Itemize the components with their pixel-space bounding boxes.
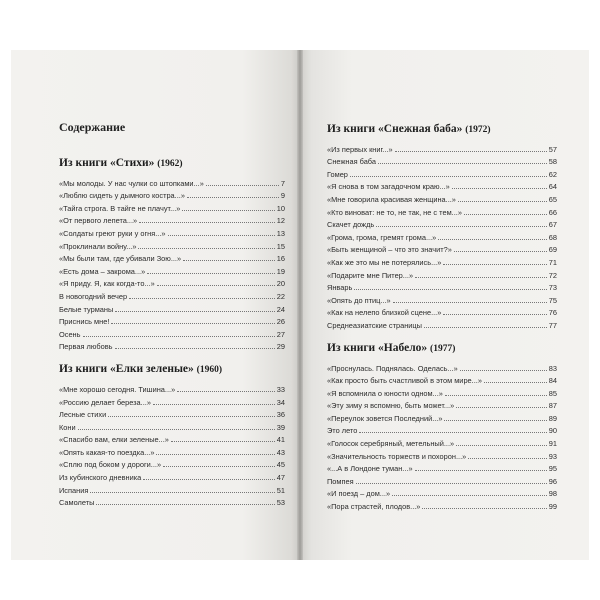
toc-section — [327, 342, 557, 511]
entry-title: «Быть женщиной – что это значит?» — [327, 245, 452, 255]
toc-entry — [327, 423, 557, 436]
entry-title: «Эту зиму я вспомню, быть может...» — [327, 401, 455, 411]
dot-leader — [115, 347, 275, 349]
dot-leader — [115, 310, 274, 312]
section-year: (1962) — [157, 159, 183, 169]
entry-title: «Тайга строга. В тайге не плачут...» — [59, 203, 181, 213]
entry-title: Гомер — [327, 169, 348, 179]
toc-entry — [59, 457, 285, 470]
dot-leader — [90, 491, 274, 493]
dot-leader — [78, 428, 275, 430]
dot-leader — [108, 415, 275, 417]
toc-entry — [59, 381, 285, 394]
right-sections — [327, 123, 557, 511]
entry-page-number: 90 — [548, 426, 557, 436]
entry-page-number: 96 — [548, 476, 557, 486]
entry-title: «...А в Лондоне туман...» — [327, 464, 413, 474]
toc-entry — [59, 225, 285, 238]
entry-title: Это лето — [327, 426, 358, 436]
dot-leader — [415, 276, 547, 278]
entry-page-number: 33 — [276, 384, 285, 394]
toc-section — [327, 123, 557, 330]
entry-title: «Мне говорила красивая женщина...» — [327, 194, 456, 204]
right-page — [300, 50, 589, 560]
dot-leader — [83, 335, 275, 337]
dot-leader — [111, 322, 274, 324]
entry-title: «Я снова в том загадочном краю...» — [327, 182, 450, 192]
toc-entry — [327, 473, 557, 486]
toc-entry — [59, 263, 285, 276]
entry-page-number: 20 — [276, 279, 285, 289]
section-heading — [59, 363, 285, 375]
dot-leader — [444, 419, 546, 421]
dot-leader — [354, 288, 546, 290]
entry-page-number: 67 — [548, 220, 557, 230]
entry-title: Из кубинского дневника — [59, 473, 142, 483]
dot-leader — [157, 284, 275, 286]
entry-page-number: 47 — [276, 473, 285, 483]
dot-leader — [139, 221, 275, 223]
entry-page-number: 34 — [276, 397, 285, 407]
toc-entry — [327, 398, 557, 411]
entry-page-number: 84 — [548, 376, 557, 386]
section-title: Из книги «Елки зеленые» — [59, 363, 194, 376]
entry-page-number: 58 — [548, 157, 557, 167]
entry-page-number: 26 — [276, 317, 285, 327]
toc-entry — [59, 407, 285, 420]
toc-entry — [327, 204, 557, 217]
dot-leader — [183, 259, 275, 261]
dot-leader — [359, 431, 546, 433]
entry-page-number: 76 — [548, 308, 557, 318]
dot-leader — [460, 369, 547, 371]
toc-entry — [59, 394, 285, 407]
toc-entry — [59, 188, 285, 201]
toc-entry — [59, 469, 285, 482]
entry-title: «Переулок зовется Последний...» — [327, 413, 443, 423]
dot-leader — [147, 272, 275, 274]
entry-page-number: 71 — [548, 257, 557, 267]
entry-title: «Опять какая-то поездка...» — [59, 447, 155, 457]
entry-title: Январь — [327, 283, 353, 293]
dot-leader — [356, 482, 547, 484]
entry-title: «Люблю сидеть у дымного костра...» — [59, 191, 185, 201]
entry-title: «Опять до птиц...» — [327, 295, 391, 305]
entry-title: Самолеты — [59, 498, 95, 508]
dot-leader — [443, 313, 546, 315]
toc-entry — [327, 360, 557, 373]
entry-page-number: 77 — [548, 320, 557, 330]
dot-leader — [395, 150, 547, 152]
entry-page-number: 65 — [548, 194, 557, 204]
entry-title: «Мне хорошо сегодня. Тишина...» — [59, 384, 176, 394]
dot-leader — [392, 494, 547, 496]
entry-page-number: 83 — [548, 363, 557, 373]
book-gutter — [297, 50, 303, 560]
entry-title: «Кто виноват: не то, не так, не с тем...» — [327, 207, 462, 217]
toc-entry — [59, 326, 285, 339]
toc-section — [59, 363, 285, 507]
dot-leader — [171, 440, 275, 442]
section-title: Из книги «Стихи» — [59, 157, 155, 169]
entry-title: Помпея — [327, 476, 354, 486]
dot-leader — [163, 465, 275, 467]
entry-title: «Голосок серебряный, метельный...» — [327, 439, 455, 449]
dot-leader — [376, 225, 546, 227]
entry-page-number: 91 — [548, 439, 557, 449]
section-heading — [59, 157, 285, 169]
entry-page-number: 72 — [548, 270, 557, 280]
toc-entry — [327, 154, 557, 167]
entry-page-number: 45 — [276, 460, 285, 470]
toc-entry — [59, 301, 285, 314]
dot-leader — [438, 238, 547, 240]
entry-page-number: 41 — [276, 435, 285, 445]
entry-page-number: 57 — [548, 144, 557, 154]
section-title: Из книги «Снежная баба» — [327, 123, 463, 135]
dot-leader — [138, 247, 274, 249]
toc-entry — [327, 448, 557, 461]
toc-entry — [327, 254, 557, 267]
toc-entry — [327, 229, 557, 242]
entry-title: «Спасибо вам, елки зеленые...» — [59, 435, 169, 445]
dot-leader — [206, 184, 279, 186]
entry-page-number: 7 — [280, 178, 285, 188]
entry-page-number: 27 — [276, 329, 285, 339]
dot-leader — [484, 381, 547, 383]
dot-leader — [422, 507, 546, 509]
toc-entry — [59, 419, 285, 432]
toc-entry — [327, 461, 557, 474]
dot-leader — [378, 162, 547, 164]
toc-entry — [59, 213, 285, 226]
entry-title: «От первого лепета...» — [59, 216, 138, 226]
section-year: (1977) — [430, 343, 456, 354]
entry-title: Приснись мне! — [59, 317, 110, 327]
toc-entry — [59, 251, 285, 264]
section-title: Из книги «Набело» — [327, 341, 428, 354]
entry-page-number: 36 — [276, 410, 285, 420]
dot-leader — [168, 234, 275, 236]
entry-page-number: 9 — [280, 191, 285, 201]
toc-title: Содержание — [59, 120, 126, 134]
toc-entry — [327, 305, 557, 318]
toc-entry — [327, 191, 557, 204]
toc-entry — [59, 276, 285, 289]
entry-title: Белые турманы — [59, 304, 114, 314]
toc-entry — [327, 292, 557, 305]
entry-title: Скачет дождь — [327, 220, 375, 230]
toc-entry — [59, 175, 285, 188]
entry-page-number: 68 — [548, 232, 557, 242]
dot-leader — [156, 453, 274, 455]
toc-entry — [327, 217, 557, 230]
entry-page-number: 51 — [276, 485, 285, 495]
entry-page-number: 16 — [276, 254, 285, 264]
toc-entry — [327, 317, 557, 330]
entry-title: «Проклинали войну...» — [59, 241, 137, 251]
entry-title: Среднеазиатские страницы — [327, 320, 422, 330]
toc-entry — [327, 179, 557, 192]
entry-title: «Как просто быть счастливой в этом мире...» — [327, 376, 482, 386]
dot-leader — [456, 444, 547, 446]
dot-leader — [464, 213, 547, 215]
entry-page-number: 29 — [276, 342, 285, 352]
entry-title: «Подарите мне Питер...» — [327, 270, 414, 280]
dot-leader — [452, 187, 547, 189]
entry-title: Осень — [59, 329, 81, 339]
toc-entry — [59, 200, 285, 213]
entry-title: «Пора страстей, плодов...» — [327, 502, 421, 512]
entry-title: «Я приду. Я, как когда-то...» — [59, 279, 155, 289]
entry-page-number: 98 — [548, 489, 557, 499]
section-heading — [327, 342, 557, 354]
section-year: (1972) — [465, 125, 491, 135]
entry-title: Испания — [59, 485, 89, 495]
toc-entry — [59, 314, 285, 327]
dot-leader — [415, 469, 547, 471]
dot-leader — [182, 209, 274, 211]
entry-title: Первая любовь — [59, 342, 113, 352]
entry-page-number: 89 — [548, 413, 557, 423]
entry-page-number: 13 — [276, 228, 285, 238]
dot-leader — [153, 403, 275, 405]
entry-page-number: 10 — [276, 203, 285, 213]
dot-leader — [424, 326, 547, 328]
entry-title: «И поезд – дом...» — [327, 489, 391, 499]
section-heading — [327, 123, 557, 135]
toc-entry — [327, 242, 557, 255]
entry-title: Кони — [59, 422, 76, 432]
entry-title: «Значительность торжеств и похорон...» — [327, 451, 467, 461]
dot-leader — [187, 196, 279, 198]
toc-entry — [59, 339, 285, 352]
dot-leader — [468, 457, 547, 459]
entry-page-number: 15 — [276, 241, 285, 251]
entry-page-number: 39 — [276, 422, 285, 432]
entry-page-number: 85 — [548, 388, 557, 398]
toc-entry — [327, 435, 557, 448]
entry-page-number: 43 — [276, 447, 285, 457]
entry-page-number: 24 — [276, 304, 285, 314]
toc-entry — [327, 280, 557, 293]
book-spread — [11, 50, 589, 560]
entry-title: «Сплю под боком у дороги...» — [59, 460, 162, 470]
entry-page-number: 64 — [548, 182, 557, 192]
dot-leader — [129, 297, 275, 299]
entry-title: «Есть дома – закрома...» — [59, 266, 146, 276]
entry-title: «Грома, грома, гремят грома...» — [327, 232, 437, 242]
toc-entry — [59, 495, 285, 508]
dot-leader — [393, 301, 547, 303]
toc-entry — [327, 166, 557, 179]
dot-leader — [458, 200, 547, 202]
entry-title: «Мы молоды. У нас чулки со штопками...» — [59, 178, 204, 188]
entry-title: «Я вспомнила о юности одном...» — [327, 388, 443, 398]
entry-title: «Проснулась. Поднялась. Оделась...» — [327, 363, 458, 373]
entry-title: «Как же это мы не потерялись...» — [327, 257, 442, 267]
entry-title: «Как на нелепо близкой сцене...» — [327, 308, 442, 318]
toc-entry — [327, 385, 557, 398]
dot-leader — [350, 175, 547, 177]
dot-leader — [177, 390, 275, 392]
left-page — [11, 50, 300, 560]
entry-title: В новогодний вечер — [59, 291, 128, 301]
toc-entry — [327, 373, 557, 386]
dot-leader — [445, 394, 547, 396]
entry-page-number: 95 — [548, 464, 557, 474]
toc-entry — [327, 486, 557, 499]
toc-entry — [327, 498, 557, 511]
entry-page-number: 73 — [548, 283, 557, 293]
dot-leader — [454, 250, 547, 252]
toc-entry — [327, 267, 557, 280]
entry-title: Лесные стихи — [59, 410, 107, 420]
dot-leader — [96, 503, 274, 505]
dot-leader — [456, 406, 547, 408]
right-column — [327, 123, 557, 523]
entry-page-number: 19 — [276, 266, 285, 276]
entry-page-number: 99 — [548, 502, 557, 512]
toc-entry — [59, 444, 285, 457]
toc-entry — [59, 288, 285, 301]
entry-page-number: 62 — [548, 169, 557, 179]
entry-page-number: 69 — [548, 245, 557, 255]
section-year: (1960) — [196, 365, 222, 376]
toc-entry — [59, 238, 285, 251]
entry-title: «Мы были там, где убивали Зою...» — [59, 254, 182, 264]
toc-entry — [59, 432, 285, 445]
entry-title: Снежная баба — [327, 157, 376, 167]
entry-title: «Россию делает береза...» — [59, 397, 151, 407]
toc-entry — [59, 482, 285, 495]
toc-section — [59, 157, 285, 351]
entry-page-number: 93 — [548, 451, 557, 461]
entry-title: «Из первых книг...» — [327, 144, 393, 154]
left-sections — [59, 157, 285, 507]
dot-leader — [143, 478, 275, 480]
entry-page-number: 12 — [276, 216, 285, 226]
entry-title: «Солдаты греют руки у огня...» — [59, 228, 166, 238]
entry-page-number: 53 — [276, 498, 285, 508]
toc-entry — [327, 410, 557, 423]
entry-page-number: 87 — [548, 401, 557, 411]
toc-entry — [327, 141, 557, 154]
entry-page-number: 22 — [276, 291, 285, 301]
entry-page-number: 66 — [548, 207, 557, 217]
dot-leader — [443, 263, 546, 265]
entry-page-number: 75 — [548, 295, 557, 305]
left-column — [59, 120, 285, 519]
